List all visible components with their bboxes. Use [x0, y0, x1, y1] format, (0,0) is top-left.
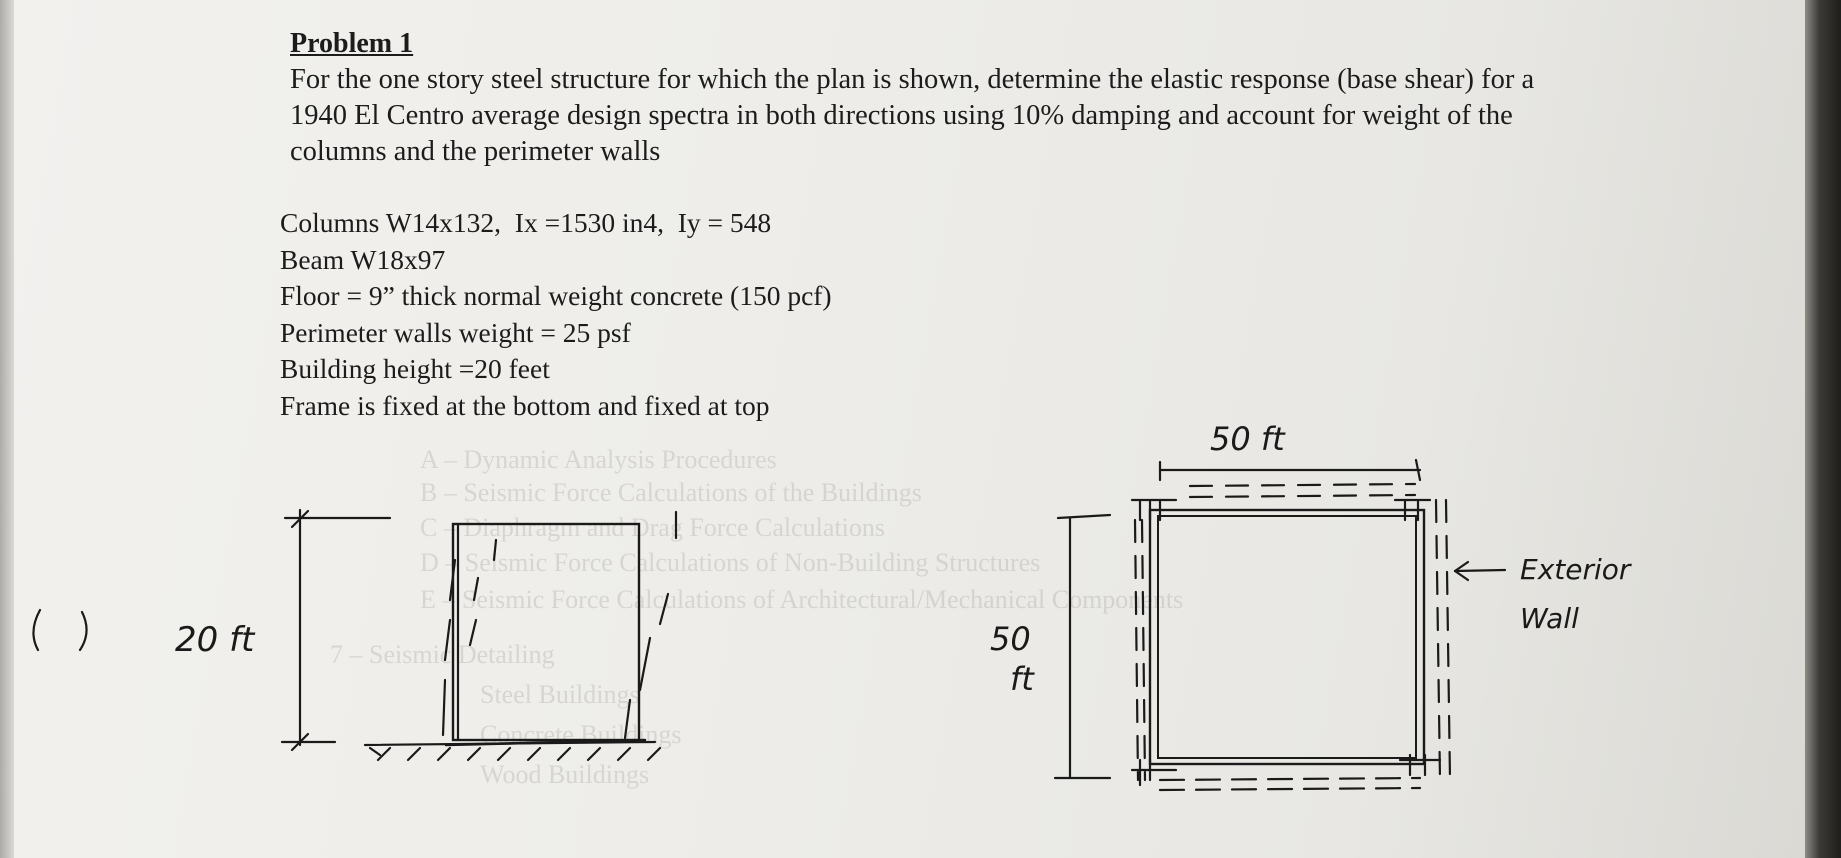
- property-floor: Floor = 9” thick normal weight concrete (150 pcf): [280, 280, 832, 311]
- property-height: Building height =20 feet: [280, 353, 550, 384]
- plan-depth-value: 50: [990, 620, 1031, 658]
- problem-title: Problem 1: [290, 28, 414, 59]
- frame-elevation-drawing: [365, 512, 676, 760]
- margin-mark-left: [33, 610, 40, 650]
- property-columns: Columns W14x132, Ix =1530 in4, Iy = 548: [280, 207, 772, 238]
- property-support: Frame is fixed at the bottom and fixed at top: [280, 389, 770, 421]
- problem-body: For the one story steel structure for which the plan is shown, determine the elastic response (base shear) for a 1940 El Centro average design spectra in both directions using 10% damping and account for weight of the columns and the perimeter walls: [290, 64, 1535, 167]
- elevation-height-dimension: [282, 510, 390, 750]
- bleed-through-line-c: C – Diaphragm and Drag Force Calculations: [420, 513, 885, 542]
- bleed-through-line-d: D – Seismic Force Calculations of Non-Building Structures: [420, 548, 1041, 577]
- exterior-wall-label-line2: Wall: [1520, 602, 1579, 635]
- exterior-wall-label-line1: Exterior: [1520, 553, 1631, 586]
- bleed-through-line-b: B – Seismic Force Calculations of the Buildings: [420, 478, 922, 507]
- property-beam: Beam W18x97: [280, 243, 446, 275]
- margin-mark-right: [80, 612, 87, 650]
- plan-depth-dimension: [1055, 515, 1110, 778]
- building-plan-drawing: [1132, 484, 1450, 790]
- bleed-through-line-i: Wood Buildings: [480, 760, 650, 789]
- frame-height-label: 20 ft: [175, 620, 255, 660]
- bleed-through-line-g: Steel Buildings: [480, 680, 640, 709]
- bleed-through-line-h: Concrete Buildings: [480, 720, 682, 749]
- bleed-through-line-a: A – Dynamic Analysis Procedures: [420, 445, 777, 474]
- plan-width-dimension: [1160, 460, 1420, 480]
- bleed-through-line-e: E – Seismic Force Calculations of Architectural/Mechanical Components: [420, 585, 1184, 614]
- exterior-wall-arrow: [1455, 562, 1505, 580]
- plan-width-label: 50 ft: [1210, 420, 1285, 458]
- bleed-through-line-f: 7 – Seismic Detailing: [330, 640, 555, 669]
- property-walls: Perimeter walls weight = 25 psf: [280, 316, 631, 348]
- plan-depth-unit: ft: [1010, 660, 1034, 698]
